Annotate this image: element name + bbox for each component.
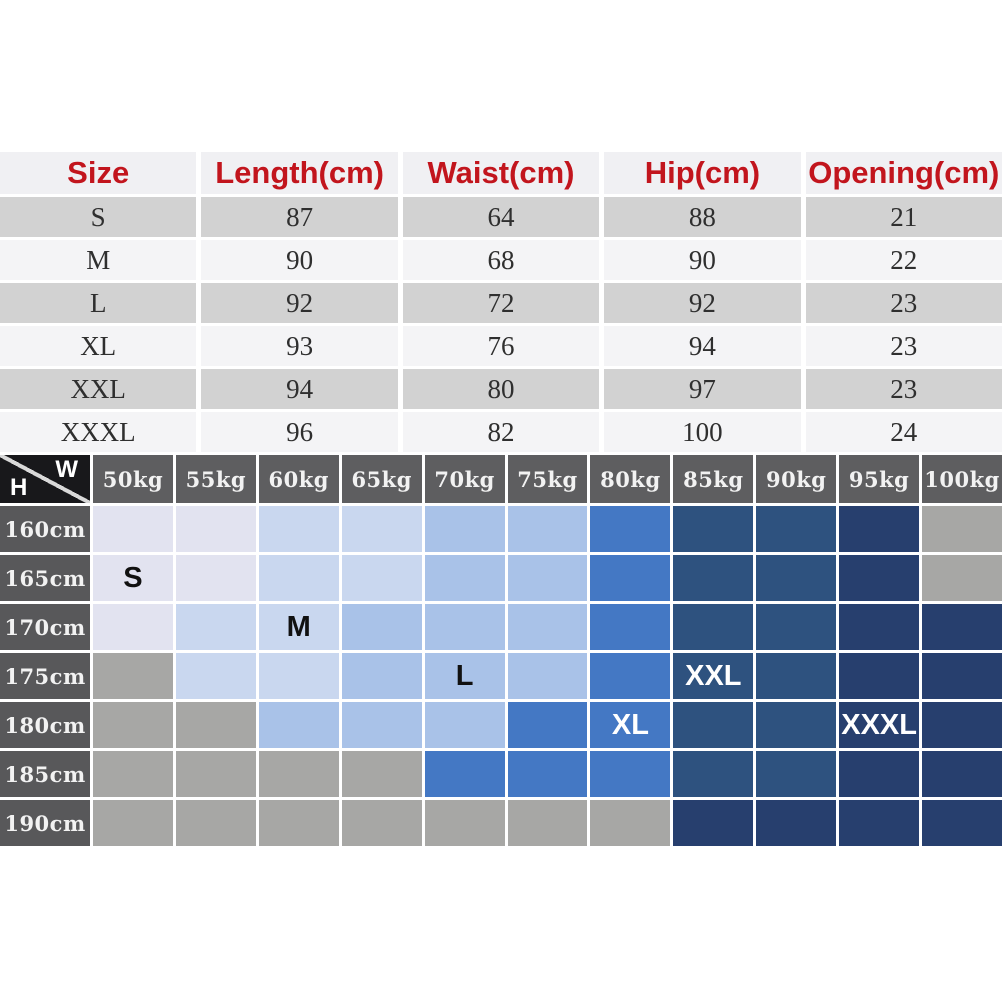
matrix-cell: [425, 800, 505, 846]
matrix-cell: [590, 653, 670, 699]
matrix-cell: [259, 506, 339, 552]
matrix-cell: [922, 506, 1002, 552]
matrix-cell: [176, 506, 256, 552]
measurement-cell: 64: [403, 197, 599, 237]
measurement-cell: 90: [201, 240, 397, 280]
matrix-cell: [673, 702, 753, 748]
weight-header: 95kg: [839, 455, 919, 503]
matrix-cell: [590, 555, 670, 601]
matrix-cell: [425, 702, 505, 748]
matrix-cell: [756, 702, 836, 748]
matrix-cell: [425, 555, 505, 601]
measurement-cell: 80: [403, 369, 599, 409]
height-axis-label: H: [10, 474, 28, 501]
size-region-label: M: [259, 604, 339, 650]
matrix-cell: [839, 653, 919, 699]
matrix-cell: [176, 604, 256, 650]
height-header: 175cm: [0, 653, 90, 699]
matrix-cell: [508, 751, 588, 797]
matrix-cell: [425, 506, 505, 552]
measurement-cell: 96: [201, 412, 397, 452]
matrix-cell: [839, 604, 919, 650]
matrix-cell: [342, 751, 422, 797]
matrix-cell: [259, 800, 339, 846]
measurement-cell: 21: [806, 197, 1002, 237]
matrix-cell: [508, 555, 588, 601]
size-table-header: Waist(cm): [403, 152, 599, 194]
measurement-cell: 93: [201, 326, 397, 366]
size-table-header: Length(cm): [201, 152, 397, 194]
measurement-cell: 23: [806, 326, 1002, 366]
matrix-cell: [673, 555, 753, 601]
matrix-cell: [508, 604, 588, 650]
weight-header: 55kg: [176, 455, 256, 503]
size-table-header: Size: [0, 152, 196, 194]
weight-axis-label: W: [55, 456, 78, 483]
matrix-cell: [259, 653, 339, 699]
matrix-cell: [922, 555, 1002, 601]
matrix-cell: [342, 800, 422, 846]
matrix-cell: [922, 800, 1002, 846]
matrix-cell: [508, 653, 588, 699]
matrix-cell: [425, 751, 505, 797]
measurement-cell: 22: [806, 240, 1002, 280]
weight-header: 65kg: [342, 455, 422, 503]
height-header: 185cm: [0, 751, 90, 797]
matrix-cell: [922, 604, 1002, 650]
matrix-cell: [590, 506, 670, 552]
matrix-cell: [176, 800, 256, 846]
measurement-cell: 94: [201, 369, 397, 409]
weight-header: 50kg: [93, 455, 173, 503]
size-table-header: Opening(cm): [806, 152, 1002, 194]
weight-header: 75kg: [508, 455, 588, 503]
size-region-label: XL: [590, 702, 670, 748]
height-header: 190cm: [0, 800, 90, 846]
matrix-cell: [756, 653, 836, 699]
matrix-cell: [342, 506, 422, 552]
matrix-cell: [342, 702, 422, 748]
matrix-corner-cell: [0, 455, 90, 503]
size-table-header: Hip(cm): [604, 152, 800, 194]
measurement-cell: 23: [806, 283, 1002, 323]
weight-header: 60kg: [259, 455, 339, 503]
measurement-cell: 72: [403, 283, 599, 323]
matrix-cell: [922, 751, 1002, 797]
matrix-cell: [508, 702, 588, 748]
matrix-cell: [93, 702, 173, 748]
matrix-cell: [176, 653, 256, 699]
matrix-cell: [922, 702, 1002, 748]
measurement-cell: 97: [604, 369, 800, 409]
size-cell: XXL: [0, 369, 196, 409]
matrix-cell: [93, 800, 173, 846]
measurement-cell: 76: [403, 326, 599, 366]
measurement-cell: 92: [201, 283, 397, 323]
measurement-cell: 87: [201, 197, 397, 237]
matrix-cell: [756, 751, 836, 797]
matrix-cell: [590, 751, 670, 797]
height-weight-matrix: [0, 455, 1002, 846]
size-region-label: L: [425, 653, 505, 699]
weight-header: 80kg: [590, 455, 670, 503]
size-cell: L: [0, 283, 196, 323]
matrix-cell: [673, 800, 753, 846]
size-region-label: XXXL: [839, 702, 919, 748]
matrix-cell: [590, 604, 670, 650]
size-cell: XXXL: [0, 412, 196, 452]
matrix-cell: [922, 653, 1002, 699]
matrix-cell: [756, 555, 836, 601]
measurement-cell: 82: [403, 412, 599, 452]
matrix-cell: [508, 506, 588, 552]
matrix-cell: [839, 555, 919, 601]
matrix-cell: [508, 800, 588, 846]
measurement-cell: 24: [806, 412, 1002, 452]
matrix-cell: [839, 800, 919, 846]
matrix-cell: [259, 555, 339, 601]
measurement-cell: 68: [403, 240, 599, 280]
size-cell: M: [0, 240, 196, 280]
size-cell: XL: [0, 326, 196, 366]
matrix-cell: [93, 653, 173, 699]
matrix-cell: [673, 604, 753, 650]
matrix-cell: [342, 604, 422, 650]
matrix-cell: [176, 555, 256, 601]
matrix-cell: [259, 751, 339, 797]
weight-header: 85kg: [673, 455, 753, 503]
matrix-cell: [342, 555, 422, 601]
matrix-cell: [342, 653, 422, 699]
height-header: 170cm: [0, 604, 90, 650]
matrix-cell: [756, 800, 836, 846]
matrix-cell: [839, 506, 919, 552]
height-header: 165cm: [0, 555, 90, 601]
matrix-cell: [425, 604, 505, 650]
matrix-cell: [673, 506, 753, 552]
measurement-cell: 94: [604, 326, 800, 366]
measurement-cell: 100: [604, 412, 800, 452]
size-region-label: XXL: [673, 653, 753, 699]
measurement-cell: 88: [604, 197, 800, 237]
measurement-cell: 90: [604, 240, 800, 280]
height-header: 160cm: [0, 506, 90, 552]
matrix-cell: [176, 702, 256, 748]
matrix-cell: [93, 604, 173, 650]
matrix-cell: [756, 604, 836, 650]
measurement-cell: 92: [604, 283, 800, 323]
size-region-label: S: [93, 555, 173, 601]
height-header: 180cm: [0, 702, 90, 748]
weight-header: 90kg: [756, 455, 836, 503]
weight-header: 70kg: [425, 455, 505, 503]
measurement-cell: 23: [806, 369, 1002, 409]
matrix-cell: [259, 702, 339, 748]
size-table: [0, 152, 1002, 452]
matrix-cell: [590, 800, 670, 846]
matrix-cell: [93, 751, 173, 797]
matrix-cell: [176, 751, 256, 797]
matrix-cell: [93, 506, 173, 552]
matrix-cell: [673, 751, 753, 797]
matrix-cell: [756, 506, 836, 552]
size-cell: S: [0, 197, 196, 237]
matrix-cell: [839, 751, 919, 797]
weight-header: 100kg: [922, 455, 1002, 503]
